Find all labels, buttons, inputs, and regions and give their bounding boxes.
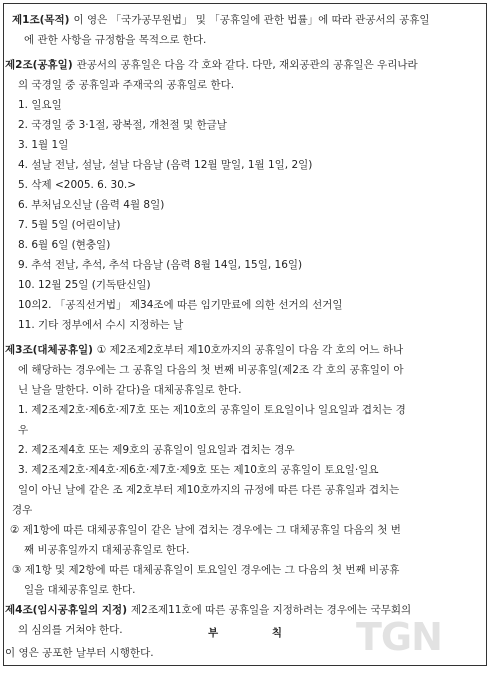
article-2-item: 2. 국경일 중 3·1절, 광복절, 개천절 및 한글날 xyxy=(18,119,227,131)
tgn-watermark-logo: TGN xyxy=(356,615,442,659)
article-3-line-1 xyxy=(5,341,480,360)
article-4-line-2: 의 심의를 거쳐야 한다. xyxy=(18,624,123,636)
article-3-item-3: 3. 제2조제2호·제4호·제6호·제7호·제9호 또는 제10호의 공휴일이 토요일·일요 xyxy=(18,464,379,476)
article-2-item: 10. 12월 25일 (기독탄신일) xyxy=(18,279,151,291)
article-3-text: ① 제2조제2호부터 제10호까지의 공휴일이 다음 각 호의 어느 하나 xyxy=(96,344,404,356)
article-2-line-2: 의 국경일 중 공휴일과 주재국의 공휴일로 한다. xyxy=(18,79,235,91)
article-2-item: 4. 설날 전날, 설날, 설날 다음날 (음력 12월 말일, 1월 1일, 2일) xyxy=(18,159,313,171)
article-3-heading: 제3조(대체공휴일) xyxy=(5,344,93,356)
article-2-text: 관공서의 공휴일은 다음 각 호와 같다. 다만, 재외공관의 공휴일은 우리나라 xyxy=(76,59,418,71)
article-2-item: 11. 기타 정부에서 수시 지정하는 날 xyxy=(18,319,184,331)
article-3-item-1-cont: 우 xyxy=(18,424,29,436)
article-3-paragraph-3: ③ 제1항 및 제2항에 따른 대체공휴일이 토요일인 경우에는 그 다음의 첫 번째 비공휴 xyxy=(12,564,400,576)
article-2-item: 6. 부처님오신날 (음력 4월 8일) xyxy=(18,199,165,211)
supplementary-title: 부 칙 xyxy=(208,627,282,639)
article-4-text: 제2조제11호에 따른 공휴일을 지정하려는 경우에는 국무회의 xyxy=(131,604,412,616)
article-2-heading: 제2조(공휴일) xyxy=(5,59,73,71)
article-3-item-1: 1. 제2조제2호·제6호·제7호 또는 제10호의 공휴일이 토요일이나 일요일과 겹치는 경 xyxy=(18,404,406,416)
article-2-item: 10의2. 「공직선거법」 제34조에 따른 임기만료에 의한 선거의 선거일 xyxy=(18,299,343,311)
article-2-item: 9. 추석 전날, 추석, 추석 다음날 (음력 8월 14일, 15일, 16일) xyxy=(18,259,303,271)
article-3-item-3-cont: 일이 아닌 날에 같은 조 제2호부터 제10호까지의 규정에 따른 다른 공휴일과 겹치는 xyxy=(18,484,400,496)
article-2-item: 3. 1월 1일 xyxy=(18,139,69,151)
article-3-line-2: 에 해당하는 경우에는 그 공휴일 다음의 첫 번째 비공휴일(제2조 각 호의 공휴일이 아 xyxy=(18,364,404,376)
article-1-line-1 xyxy=(12,11,480,30)
article-2-item: 1. 일요일 xyxy=(18,99,62,111)
article-4-heading: 제4조(임시공휴일의 지정) xyxy=(5,604,127,616)
article-2-item: 8. 6월 6일 (현충일) xyxy=(18,239,111,251)
article-3-line-3: 닌 날을 말한다. 이하 같다)을 대체공휴일로 한다. xyxy=(18,384,242,396)
article-2-item: 5. 삭제 <2005. 6. 30.> xyxy=(18,179,137,191)
article-3-item-2: 2. 제2조제4호 또는 제9호의 공휴일이 일요일과 겹치는 경우 xyxy=(18,444,295,456)
article-3-paragraph-3-cont: 일을 대체공휴일로 한다. xyxy=(24,584,136,596)
document-body xyxy=(3,3,487,666)
article-3-item-3-cont: 경우 xyxy=(12,504,33,516)
article-2-line-1 xyxy=(5,56,480,75)
article-2-item: 7. 5월 5일 (어린이날) xyxy=(18,219,121,231)
article-3-paragraph-2: ② 제1항에 따른 대체공휴일이 같은 날에 겹치는 경우에는 그 대체공휴일 다음의 첫 번 xyxy=(10,524,401,536)
article-1-text: 이 영은 「국가공무원법」 및 「공휴일에 관한 법률」에 따라 관공서의 공휴일 xyxy=(73,14,430,26)
article-1-heading: 제1조(목적) xyxy=(12,14,70,26)
supplementary-text: 이 영은 공포한 날부터 시행한다. xyxy=(5,647,154,659)
article-1-line-2: 에 관한 사항을 규정함을 목적으로 한다. xyxy=(24,34,207,46)
article-3-paragraph-2-cont: 째 비공휴일까지 대체공휴일로 한다. xyxy=(24,544,190,556)
